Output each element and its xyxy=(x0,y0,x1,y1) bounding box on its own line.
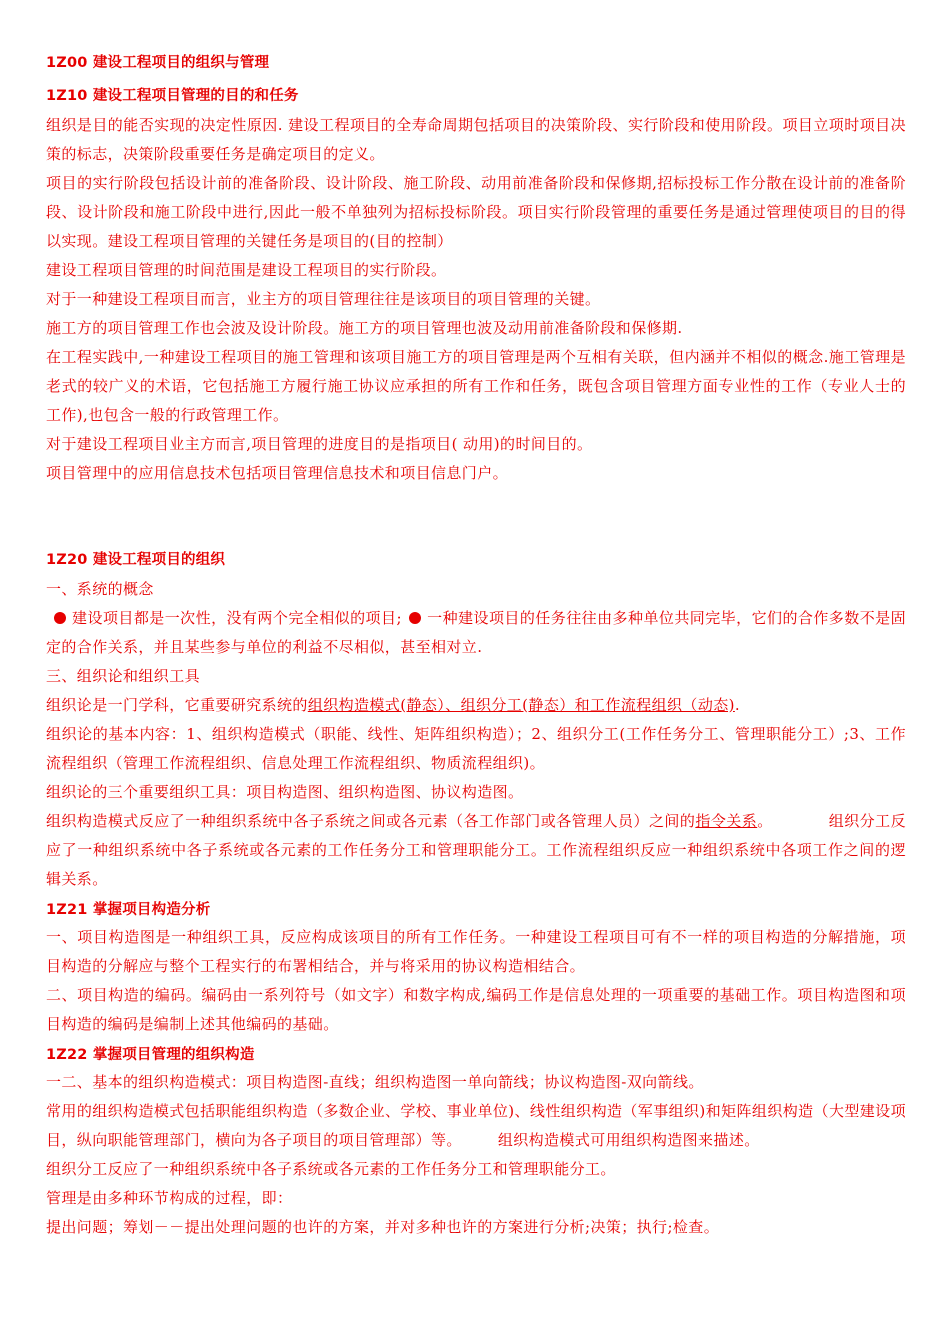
paragraph: 组织论的基本内容：1、组织构造模式（职能、线性、矩阵组织构造）；2、组织分工(工作任务分工、管理职能分工）;3、工作流程组织（管理工作流程组织、信息处理工作流程组织、物质流程组织)。 xyxy=(46,725,906,772)
paragraph: 建设工程项目管理的时间范围是建设工程项目的实行阶段。 xyxy=(46,261,447,279)
paragraph: 组织构造模式反应了一种组织系统中各子系统之间或各元素（各工作部门或各管理人员）之间的指令关系。 组织分工反应了一种组织系统中各子系统或各元素的工作任务分工和管理职能分工。工作流程组织反应一种组织系统中各项工作之间的逻辑关系。 xyxy=(46,812,906,888)
paragraph: 管理是由多种环节构成的过程，即： xyxy=(46,1189,293,1207)
bullet-icon xyxy=(54,612,66,624)
bullet-icon xyxy=(409,612,421,624)
spacer xyxy=(46,488,906,548)
heading-1z20: 1Z20 建设工程项目的组织 xyxy=(46,552,226,568)
paragraph: 组织是目的能否实现的决定性原因. 建设工程项目的全寿命周期包括项目的决策阶段、实行阶段和使用阶段。项目立项时项目决策的标志，决策阶段重要任务是确定项目的定义。 xyxy=(46,116,906,163)
paragraph: 一、项目构造图是一种组织工具，反应构成该项目的所有工作任务。一种建设工程项目可有不一样的项目构造的分解措施，项目构造的分解应与整个工程实行的布署相结合，并与将采用的协议构造相结合。 xyxy=(46,928,906,975)
document-page xyxy=(46,46,906,1242)
bullet-paragraph: 建设项目都是一次性，没有两个完全相似的项目; 一种建设项目的任务往往由多种单位共同完毕，它们的合作多数不是固定的合作关系，并且某些参与单位的利益不尽相似，甚至相对立. xyxy=(46,609,906,656)
underlined-text: 指令关系 xyxy=(695,812,758,830)
paragraph: 提出问题；筹划－－提出处理问题的也许的方案，并对多种也许的方案进行分析;决策；执行;检查。 xyxy=(46,1218,720,1236)
heading-1z22: 1Z22 掌握项目管理的组织构造 xyxy=(46,1047,255,1063)
heading-1z10: 1Z10 建设工程项目管理的目的和任务 xyxy=(46,88,299,104)
paragraph: 对于一种建设工程项目而言，业主方的项目管理往往是该项目的项目管理的关键。 xyxy=(46,290,601,308)
paragraph: 项目的实行阶段包括设计前的准备阶段、设计阶段、施工阶段、动用前准备阶段和保修期,招标投标工作分散在设计前的准备阶段、设计阶段和施工阶段中进行,因此一般不单独列为招标投标阶段。项目实行阶段管理的重要任务是通过管理使项目的目的得以实现。建设工程项目管理的关键任务是项目的(目的控制） xyxy=(46,174,906,250)
paragraph: 常用的组织构造模式包括职能组织构造（多数企业、学校、事业单位)、线性组织构造（军事组织)和矩阵组织构造（大型建设项目，纵向职能管理部门，横向为各子项目的项目管理部）等。 组织构造模式可用组织构造图来描述。 xyxy=(46,1102,906,1149)
underlined-text: 组织构造模式(静态）、组织分工(静态）和工作流程组织（动态) xyxy=(307,696,735,714)
paragraph: 组织论是一门学科，它重要研究系统的组织构造模式(静态）、组织分工(静态）和工作流程组织（动态). xyxy=(46,696,741,714)
heading-1z00: 1Z00 建设工程项目的组织与管理 xyxy=(46,55,270,71)
paragraph: 对于建设工程项目业主方而言,项目管理的进度目的是指项目( 动用)的时间目的。 xyxy=(46,435,593,453)
section-title: 一、系统的概念 xyxy=(46,580,154,598)
paragraph: 在工程实践中,一种建设工程项目的施工管理和该项目施工方的项目管理是两个互相有关联，但内涵并不相似的概念.施工管理是老式的较广义的术语，它包括施工方履行施工协议应承担的所有工作和任务，既包含项目管理方面专业性的工作（专业人士的工作),也包含一般的行政管理工作。 xyxy=(46,348,906,424)
paragraph: 施工方的项目管理工作也会波及设计阶段。施工方的项目管理也波及动用前准备阶段和保修期. xyxy=(46,319,683,337)
section-title: 三、组织论和组织工具 xyxy=(46,667,201,685)
heading-1z21: 1Z21 掌握项目构造分析 xyxy=(46,902,211,918)
paragraph: 组织分工反应了一种组织系统中各子系统或各元素的工作任务分工和管理职能分工。 xyxy=(46,1160,616,1178)
paragraph: 项目管理中的应用信息技术包括项目管理信息技术和项目信息门户。 xyxy=(46,464,509,482)
paragraph: 组织论的三个重要组织工具：项目构造图、组织构造图、协议构造图。 xyxy=(46,783,524,801)
paragraph: 二、项目构造的编码。编码由一系列符号（如文字）和数字构成,编码工作是信息处理的一项重要的基础工作。项目构造图和项目构造的编码是编制上述其他编码的基础。 xyxy=(46,986,906,1033)
paragraph: 一二、基本的组织构造模式：项目构造图-直线；组织构造图一单向箭线；协议构造图-双向箭线。 xyxy=(46,1073,704,1091)
